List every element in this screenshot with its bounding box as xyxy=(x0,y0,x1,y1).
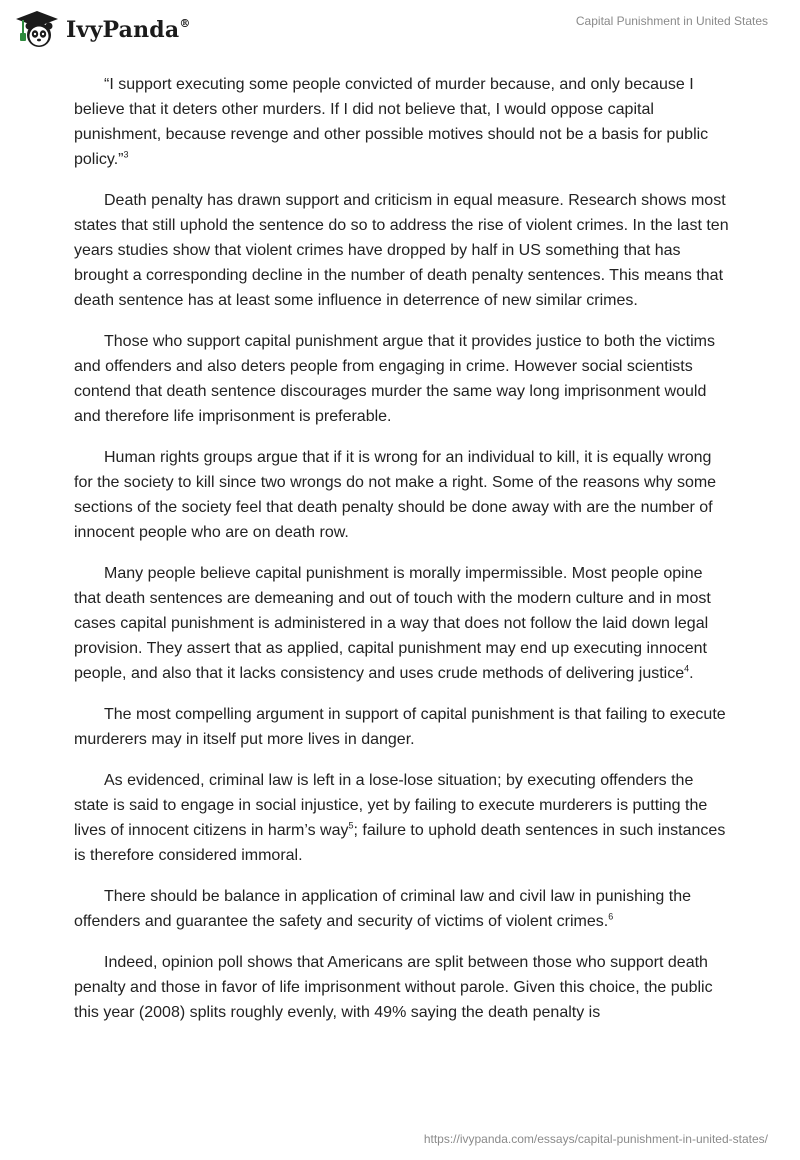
essay-paragraph: “I support executing some people convicted of murder because, and only because I believe that it deters other murders. If I did not believe that, I would oppose capital punishment, because revenge and other possible motives should not be a basis for public policy.”$^3$ xyxy=(74,76,709,168)
ivypanda-logo[interactable] xyxy=(14,10,191,50)
footnote-ref: 3 xyxy=(123,149,129,160)
footnote-ref: 5 xyxy=(348,820,354,831)
source-url[interactable]: https://ivypanda.com/essays/capital-punishment-in-united-states/ xyxy=(423,1132,768,1146)
essay-body xyxy=(74,72,730,1041)
document-title: Capital Punishment in United States xyxy=(575,14,768,28)
essay-paragraph: The most compelling argument in support of capital punishment is that failing to execute murderers may in itself put more lives in danger. xyxy=(74,706,726,748)
essay-paragraph: Many people believe capital punishment is morally impermissible. Most people opine that death sentences are demeaning and out of touch with the modern culture and in most cases capital punishment is administered in a way that does not follow the laid down legal provision. They assert that as applied, capital punishment may end up executing innocent people, and also that it lacks consistency and uses crude methods of delivering justice$^4$. xyxy=(74,565,711,682)
page-header xyxy=(0,0,800,60)
essay-paragraph: Human rights groups argue that if it is wrong for an individual to kill, it is equally wrong for the society to kill since two wrongs do not make a right. Some of the reasons why some sections of the society feel that death penalty should be done away with are the number of innocent people who are on death row. xyxy=(74,449,717,541)
footnote-ref: 6 xyxy=(608,911,614,922)
essay-paragraph: As evidenced, criminal law is left in a lose-lose situation; by executing offenders the state is said to engage in social injustice, yet by failing to execute murderers is putting the lives of innocent citizens in harm’s way$^5$; failure to uphold death sentences in such instances is therefore considered immoral. xyxy=(74,772,726,864)
panda-graduate-icon xyxy=(14,10,60,50)
essay-paragraph: Indeed, opinion poll shows that Americans are split between those who support death penalty and those in favor of life imprisonment without parole. Given this choice, the public this year (2008) splits roughly evenly, with 49% saying the death penalty is xyxy=(74,954,713,1021)
essay-paragraph: There should be balance in application of criminal law and civil law in punishing the offenders and guarantee the safety and security of victims of violent crimes.$^6$ xyxy=(74,888,692,930)
logo-wordmark: IvyPanda® xyxy=(66,16,191,43)
essay-paragraph: Death penalty has drawn support and criticism in equal measure. Research shows most states that still uphold the sentence do so to address the rise of violent crimes. In the last ten years studies show that violent crimes have dropped by half in US something that has brought a corresponding decline in the number of death penalty sentences. This means that death sentence has at least some influence in deterrence of new similar crimes. xyxy=(74,192,729,309)
essay-paragraph: Those who support capital punishment argue that it provides justice to both the victims and offenders and also deters people from engaging in crime. However social scientists contend that death sentence discourages murder the same way long imprisonment would and therefore life imprisonment is preferable. xyxy=(74,333,715,425)
footnote-ref: 4 xyxy=(684,663,690,674)
